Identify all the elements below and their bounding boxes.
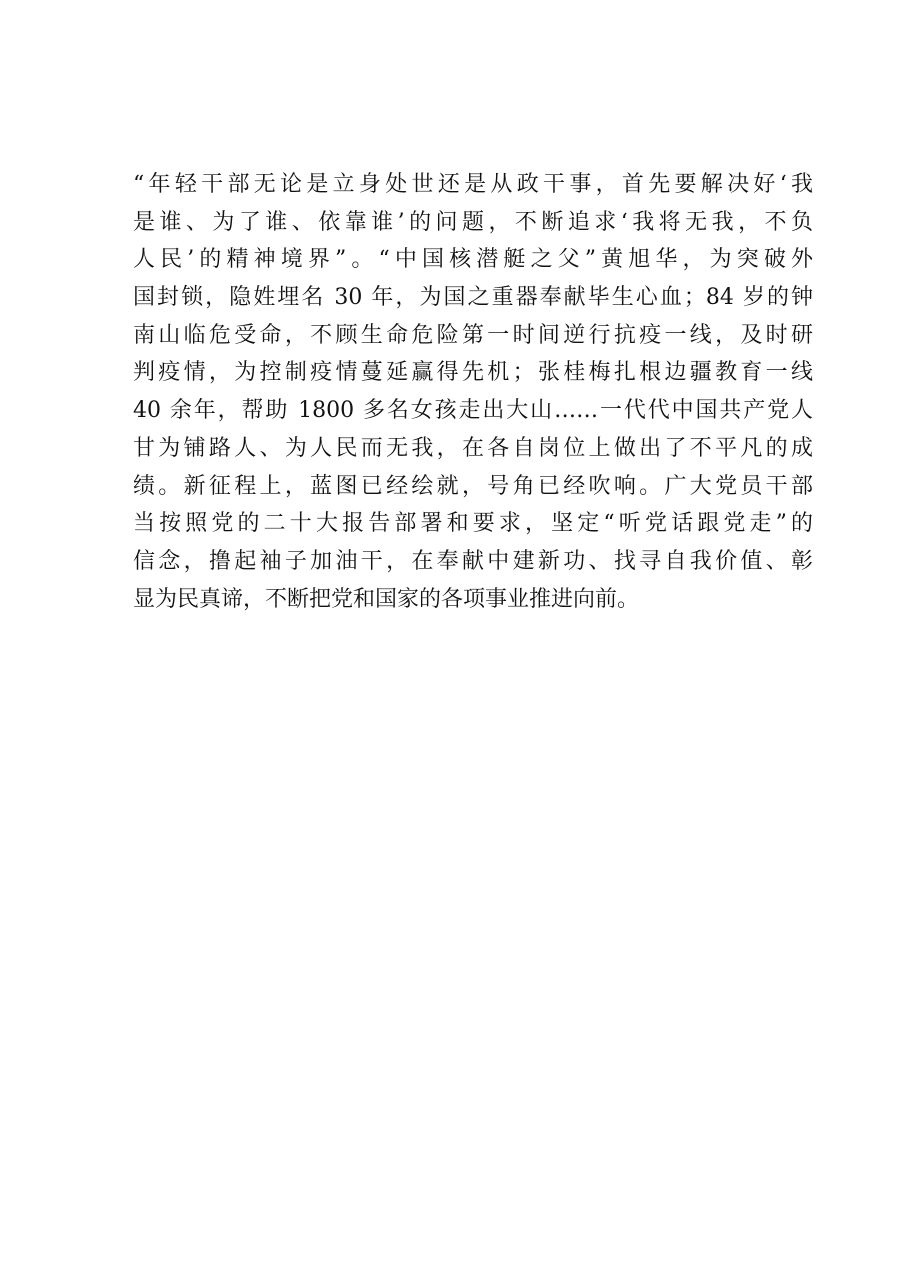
paragraph-line: 绩。新征程上，蓝图已经绘就，号角已经吹响。广大党员干部 — [133, 473, 813, 499]
paragraph-line: 甘为铺路人、为人民而无我，在各自岗位上做出了不平凡的成 — [133, 435, 813, 461]
paragraph-line: 判疫情，为控制疫情蔓延赢得先机；张桂梅扎根边疆教育一线 — [133, 360, 813, 386]
paragraph-line: 国封锁，隐姓埋名 30 年，为国之重器奉献毕生心血；84 岁的钟 — [133, 285, 813, 311]
paragraph-line: 信念，撸起袖子加油干，在奉献中建新功、找寻自我价值、彰 — [133, 548, 813, 574]
body-paragraph — [133, 166, 813, 618]
paragraph-line: 40 余年，帮助 1800 多名女孩走出大山……一代代中国共产党人 — [133, 398, 813, 424]
paragraph-line: 人民’的精神境界”。“中国核潜艇之父”黄旭华，为突破外 — [133, 247, 813, 273]
paragraph-line: “年轻干部无论是立身处世还是从政干事，首先要解决好‘我 — [133, 172, 813, 197]
paragraph-line: 显为民真谛，不断把党和国家的各项事业推进向前。 — [133, 586, 640, 612]
paragraph-line: 当按照党的二十大报告部署和要求，坚定“听党话跟党走”的 — [133, 511, 813, 537]
paragraph-line: 是谁、为了谁、依靠谁’的问题，不断追求‘我将无我，不负 — [133, 209, 813, 235]
paragraph-line: 南山临危受命，不顾生命危险第一时间逆行抗疫一线，及时研 — [133, 322, 813, 348]
